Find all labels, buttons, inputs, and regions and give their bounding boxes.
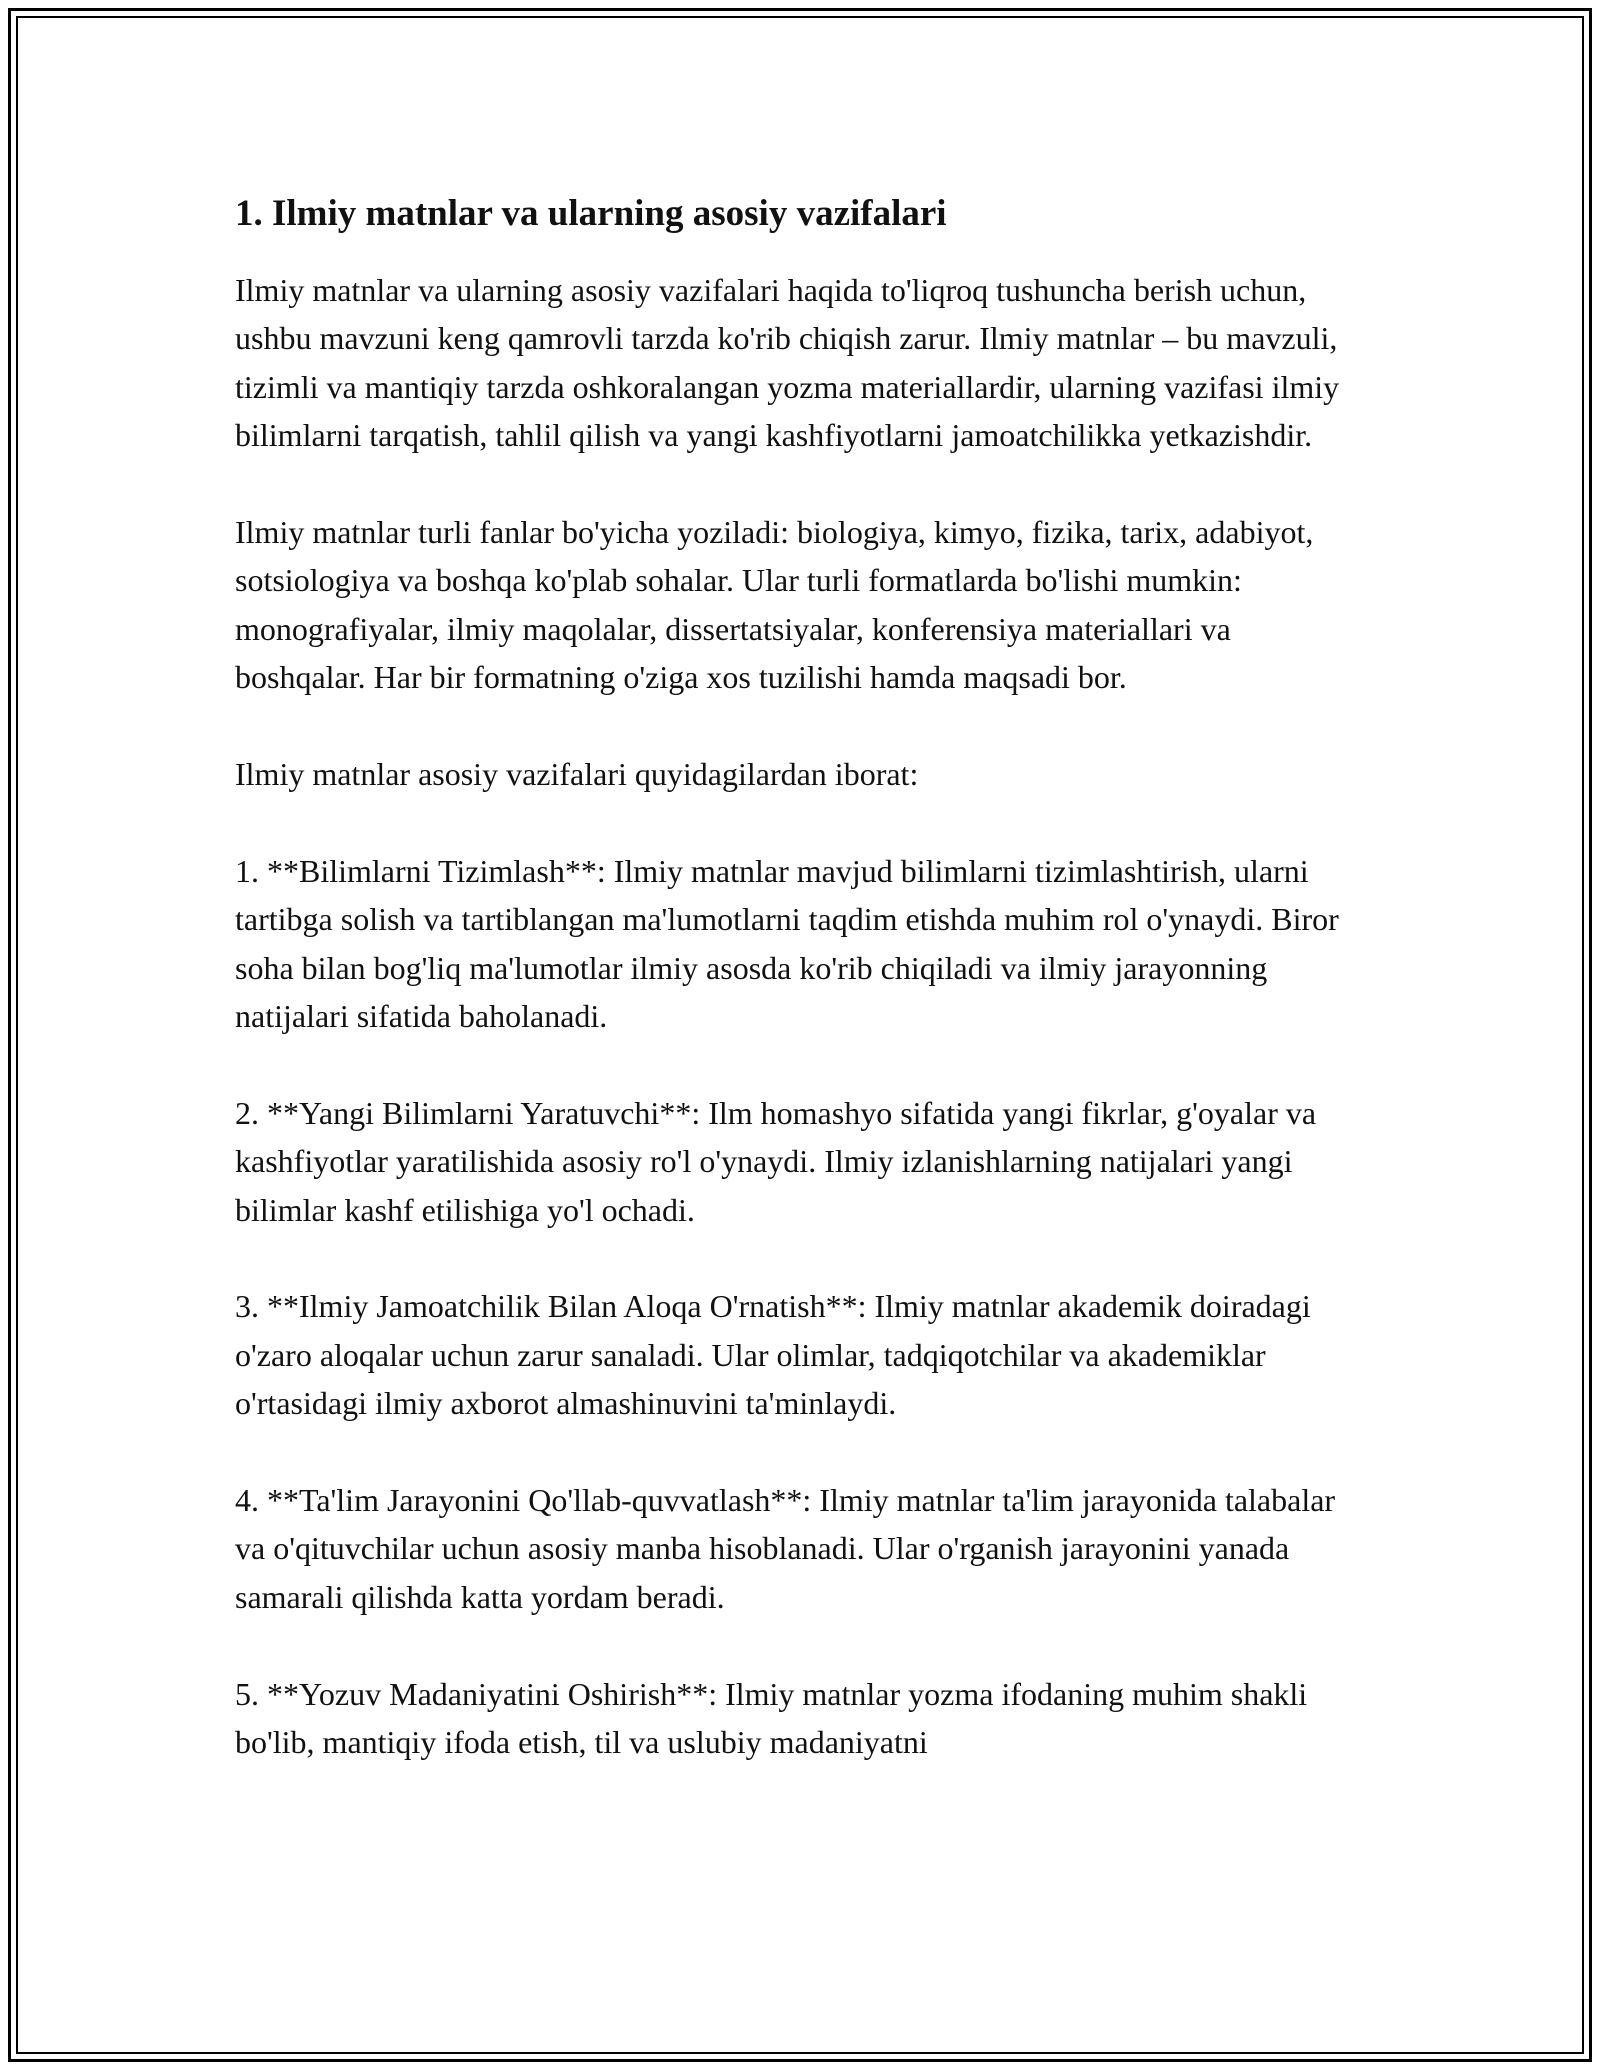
- list-item-2: 2. **Yangi Bilimlarni Yaratuvchi**: Ilm homashyo sifatida yangi fikrlar, g'oyalar va kashfiyotlar yaratilishida asosiy ro'l o'ynaydi. Ilmiy izlanishlarning natijalari yangi bilimlar kashf etilishiga yo'l ochadi.: [235, 1094, 1317, 1228]
- formats-paragraph: Ilmiy matnlar turli fanlar bo'yicha yoziladi: biologiya, kimyo, fizika, tarix, adabiyot, sotsiologiya va boshqa ko'plab sohalar. Ular turli formatlarda bo'lishi mumkin: monografiyalar, ilmiy maqolalar, dissertatsiyalar, konferensiya materiallari va boshqalar. Har bir formatning o'ziga xos tuzilishi hamda maqsadi bor.: [235, 514, 1314, 696]
- list-item-1: 1. **Bilimlarni Tizimlash**: Ilmiy matnlar mavjud bilimlarni tizimlashtirish, ularni tartibga solish va tartiblangan ma'lumotlarni taqdim etishda muhim rol o'ynaydi. Biror soha bilan bog'liq ma'lumotlar ilmiy asosda ko'rib chiqiladi va ilmiy jarayonning natijalari sifatida baholanadi.: [235, 852, 1339, 1035]
- functions-intro-paragraph: Ilmiy matnlar asosiy vazifalari quyidagilardan iborat:: [235, 756, 919, 793]
- section-heading: 1. Ilmiy matnlar va ularning asosiy vazifalari: [235, 193, 947, 234]
- intro-paragraph: Ilmiy matnlar va ularning asosiy vazifalari haqida to'liqroq tushuncha berish uchun, ushbu mavzuni keng qamrovli tarzda ko'rib chiqish zarur. Ilmiy matnlar – bu mavzuli, tizimli va mantiqiy tarzda oshkoralangan yozma materiallardir, ularning vazifasi ilmiy bilimlarni tarqatish, tahlil qilish va yangi kashfiyotlarni jamoatchilikka yetkazishdir.: [235, 272, 1340, 454]
- list-item-3: 3. **Ilmiy Jamoatchilik Bilan Aloqa O'rnatish**: Ilmiy matnlar akademik doiradagi o'zaro aloqalar uchun zarur sanaladi. Ular olimlar, tadqiqotchilar va akademiklar o'rtasidagi ilmiy axborot almashinuvini ta'minlaydi.: [235, 1288, 1311, 1422]
- list-item-5: 5. **Yozuv Madaniyatini Oshirish**: Ilmiy matnlar yozma ifodaning muhim shakli bo'lib, mantiqiy ifoda etish, til va uslubiy madaniyatni: [235, 1675, 1308, 1761]
- list-item-4: 4. **Ta'lim Jarayonini Qo'llab-quvvatlash**: Ilmiy matnlar ta'lim jarayonida talabalar va o'qituvchilar uchun asosiy manba hisoblanadi. Ular o'rganish jarayonini yanada samarali qilishda katta yordam beradi.: [235, 1482, 1336, 1615]
- document-body: [235, 188, 1365, 1815]
